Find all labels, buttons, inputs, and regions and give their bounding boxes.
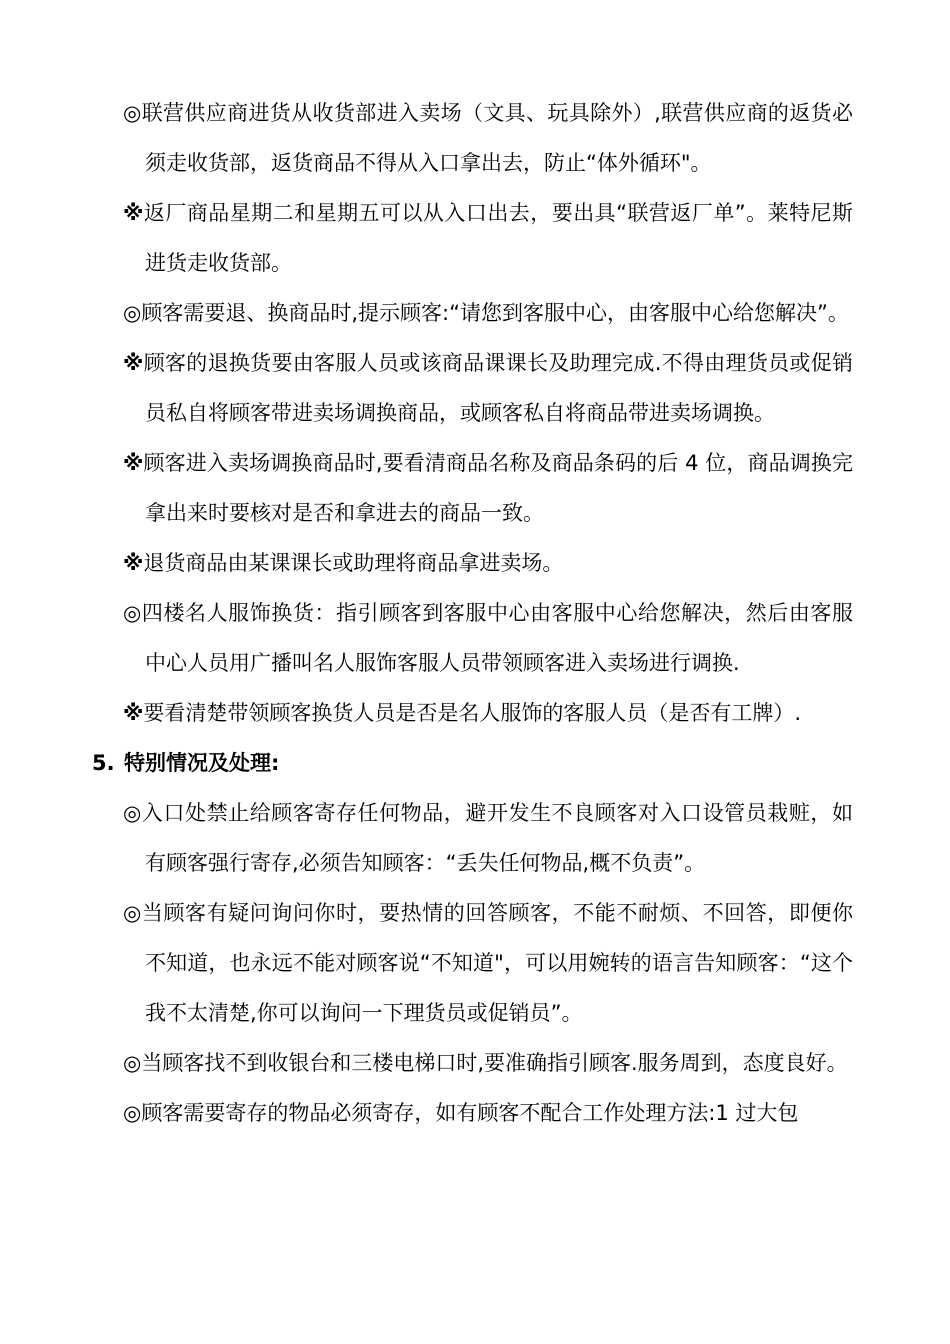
bullet-mark: ◎ — [123, 901, 142, 925]
bullet-mark: ※ — [123, 201, 144, 225]
paragraph-text: 联营供应商进货从收货部进入卖场（文具、玩具除外）,联营供应商的返货必须走收货部，返货商品不得从入口拿出去，防止“体外循环"。 — [141, 101, 853, 175]
paragraph-7 — [123, 588, 853, 688]
paragraph-12 — [123, 1088, 853, 1138]
section-number: 5. — [92, 751, 115, 775]
paragraph-text: 入口处禁止给顾客寄存任何物品，避开发生不良顾客对入口设管员栽赃，如有顾客强行寄存,必须告知顾客：“丢失任何物品,概不负责”。 — [141, 801, 853, 875]
paragraph-text: 退货商品由某课课长或助理将商品拿进卖场。 — [143, 551, 564, 575]
bullet-mark: ※ — [123, 451, 144, 475]
bullet-mark: ◎ — [123, 101, 142, 125]
paragraph-text: 顾客进入卖场调换商品时,要看清商品名称及商品条码的后 4 位，商品调换完拿出来时要核对是否和拿进去的商品一致。 — [143, 451, 853, 525]
paragraph-11 — [123, 1038, 853, 1088]
paragraph-text: 顾客需要退、换商品时,提示顾客:“请您到客服中心，由客服中心给您解决”。 — [141, 301, 849, 325]
paragraph-text: 当顾客找不到收银台和三楼电梯口时,要准确指引顾客.服务周到，态度良好。 — [141, 1051, 848, 1075]
paragraph-5 — [123, 438, 853, 538]
paragraph-2 — [123, 188, 853, 288]
paragraph-1 — [123, 88, 853, 188]
bullet-mark: ◎ — [123, 1101, 142, 1125]
bullet-mark: ◎ — [123, 1051, 142, 1075]
paragraph-6 — [123, 538, 853, 588]
paragraph-8 — [123, 688, 853, 738]
bullet-mark: ◎ — [123, 801, 142, 825]
paragraph-text: 四楼名人服饰换货：指引顾客到客服中心由客服中心给您解决，然后由客服中心人员用广播叫名人服饰客服人员带领顾客进入卖场进行调换. — [141, 601, 853, 675]
paragraph-4 — [123, 338, 853, 438]
bullet-mark: ※ — [123, 551, 144, 575]
paragraph-text: 顾客需要寄存的物品必须寄存，如有顾客不配合工作处理方法:1 过大包 — [141, 1101, 799, 1125]
paragraph-text: 当顾客有疑问询问你时，要热情的回答顾客，不能不耐烦、不回答，即便你不知道，也永远不能对顾客说“不知道"，可以用婉转的语言告知顾客：“这个我不太清楚,你可以询问一下理货员或促销员”。 — [141, 901, 853, 1025]
paragraph-9 — [123, 788, 853, 888]
section-title: 特别情况及处理: — [124, 751, 280, 775]
section-heading — [92, 738, 950, 788]
bullet-mark: ◎ — [123, 601, 142, 625]
paragraph-text: 顾客的退换货要由客服人员或该商品课课长及助理完成.不得由理货员或促销员私自将顾客带进卖场调换商品，或顾客私自将商品带进卖场调换。 — [143, 351, 853, 425]
bullet-mark: ※ — [123, 701, 144, 725]
paragraph-text: 返厂商品星期二和星期五可以从入口出去，要出具“联营返厂单”。莱特尼斯进货走收货部。 — [143, 201, 853, 275]
paragraph-text: 要看清楚带领顾客换货人员是否是名人服饰的客服人员（是否有工牌）. — [143, 701, 802, 725]
bullet-mark: ※ — [123, 351, 144, 375]
paragraph-3 — [123, 288, 853, 338]
document-page — [0, 88, 950, 1138]
paragraph-10 — [123, 888, 853, 1038]
bullet-mark: ◎ — [123, 301, 142, 325]
